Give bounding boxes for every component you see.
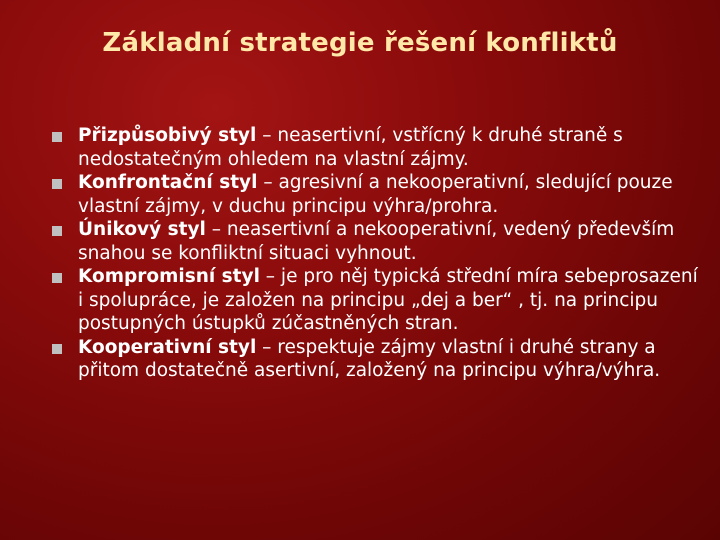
bullet-term: Únikový styl: [78, 219, 206, 240]
bullet-term: Kompromisní styl: [78, 266, 260, 287]
bullet-term: Kooperativní styl: [78, 336, 257, 358]
square-bullet-icon: [52, 132, 62, 142]
bullet-term: Přizpůsobivý styl: [78, 125, 257, 146]
bullet-term: Konfrontační styl: [78, 172, 258, 193]
bullet-text: – neasertivní a nekooperativní, vedený především snahou se konfliktní situaci vyhnout.: [78, 219, 675, 264]
bullet-item: [48, 171, 698, 218]
bullet-text: – agresivní a nekooperativní, sledující pouze vlastní zájmy, v duchu principu výhra/prohra.: [78, 172, 673, 217]
bullet-text: – respektuje zájmy vlastní i druhé strany a přitom dostatečně asertivní, založený na principu výhra/výhra.: [78, 336, 661, 381]
bullet-item: [48, 124, 698, 171]
square-bullet-icon: [52, 226, 62, 236]
bullet-item: [48, 336, 698, 383]
bullet-item: [48, 265, 698, 336]
bullet-text: – neasertivní, vstřícný k druhé straně s nedostatečným ohledem na vlastní zájmy.: [78, 125, 623, 170]
slide-title: Základní strategie řešení konfliktů: [102, 28, 618, 58]
square-bullet-icon: [52, 179, 62, 189]
square-bullet-icon: [52, 273, 62, 283]
bullet-item: [48, 218, 698, 265]
bullet-list: [48, 124, 698, 383]
square-bullet-icon: [52, 344, 62, 354]
bullet-text: – je pro něj typická střední míra sebeprosazení i spolupráce, je založen na principu „dej a ber“ , tj. na principu postupných ústupků zúčastněných stran.: [78, 266, 698, 334]
